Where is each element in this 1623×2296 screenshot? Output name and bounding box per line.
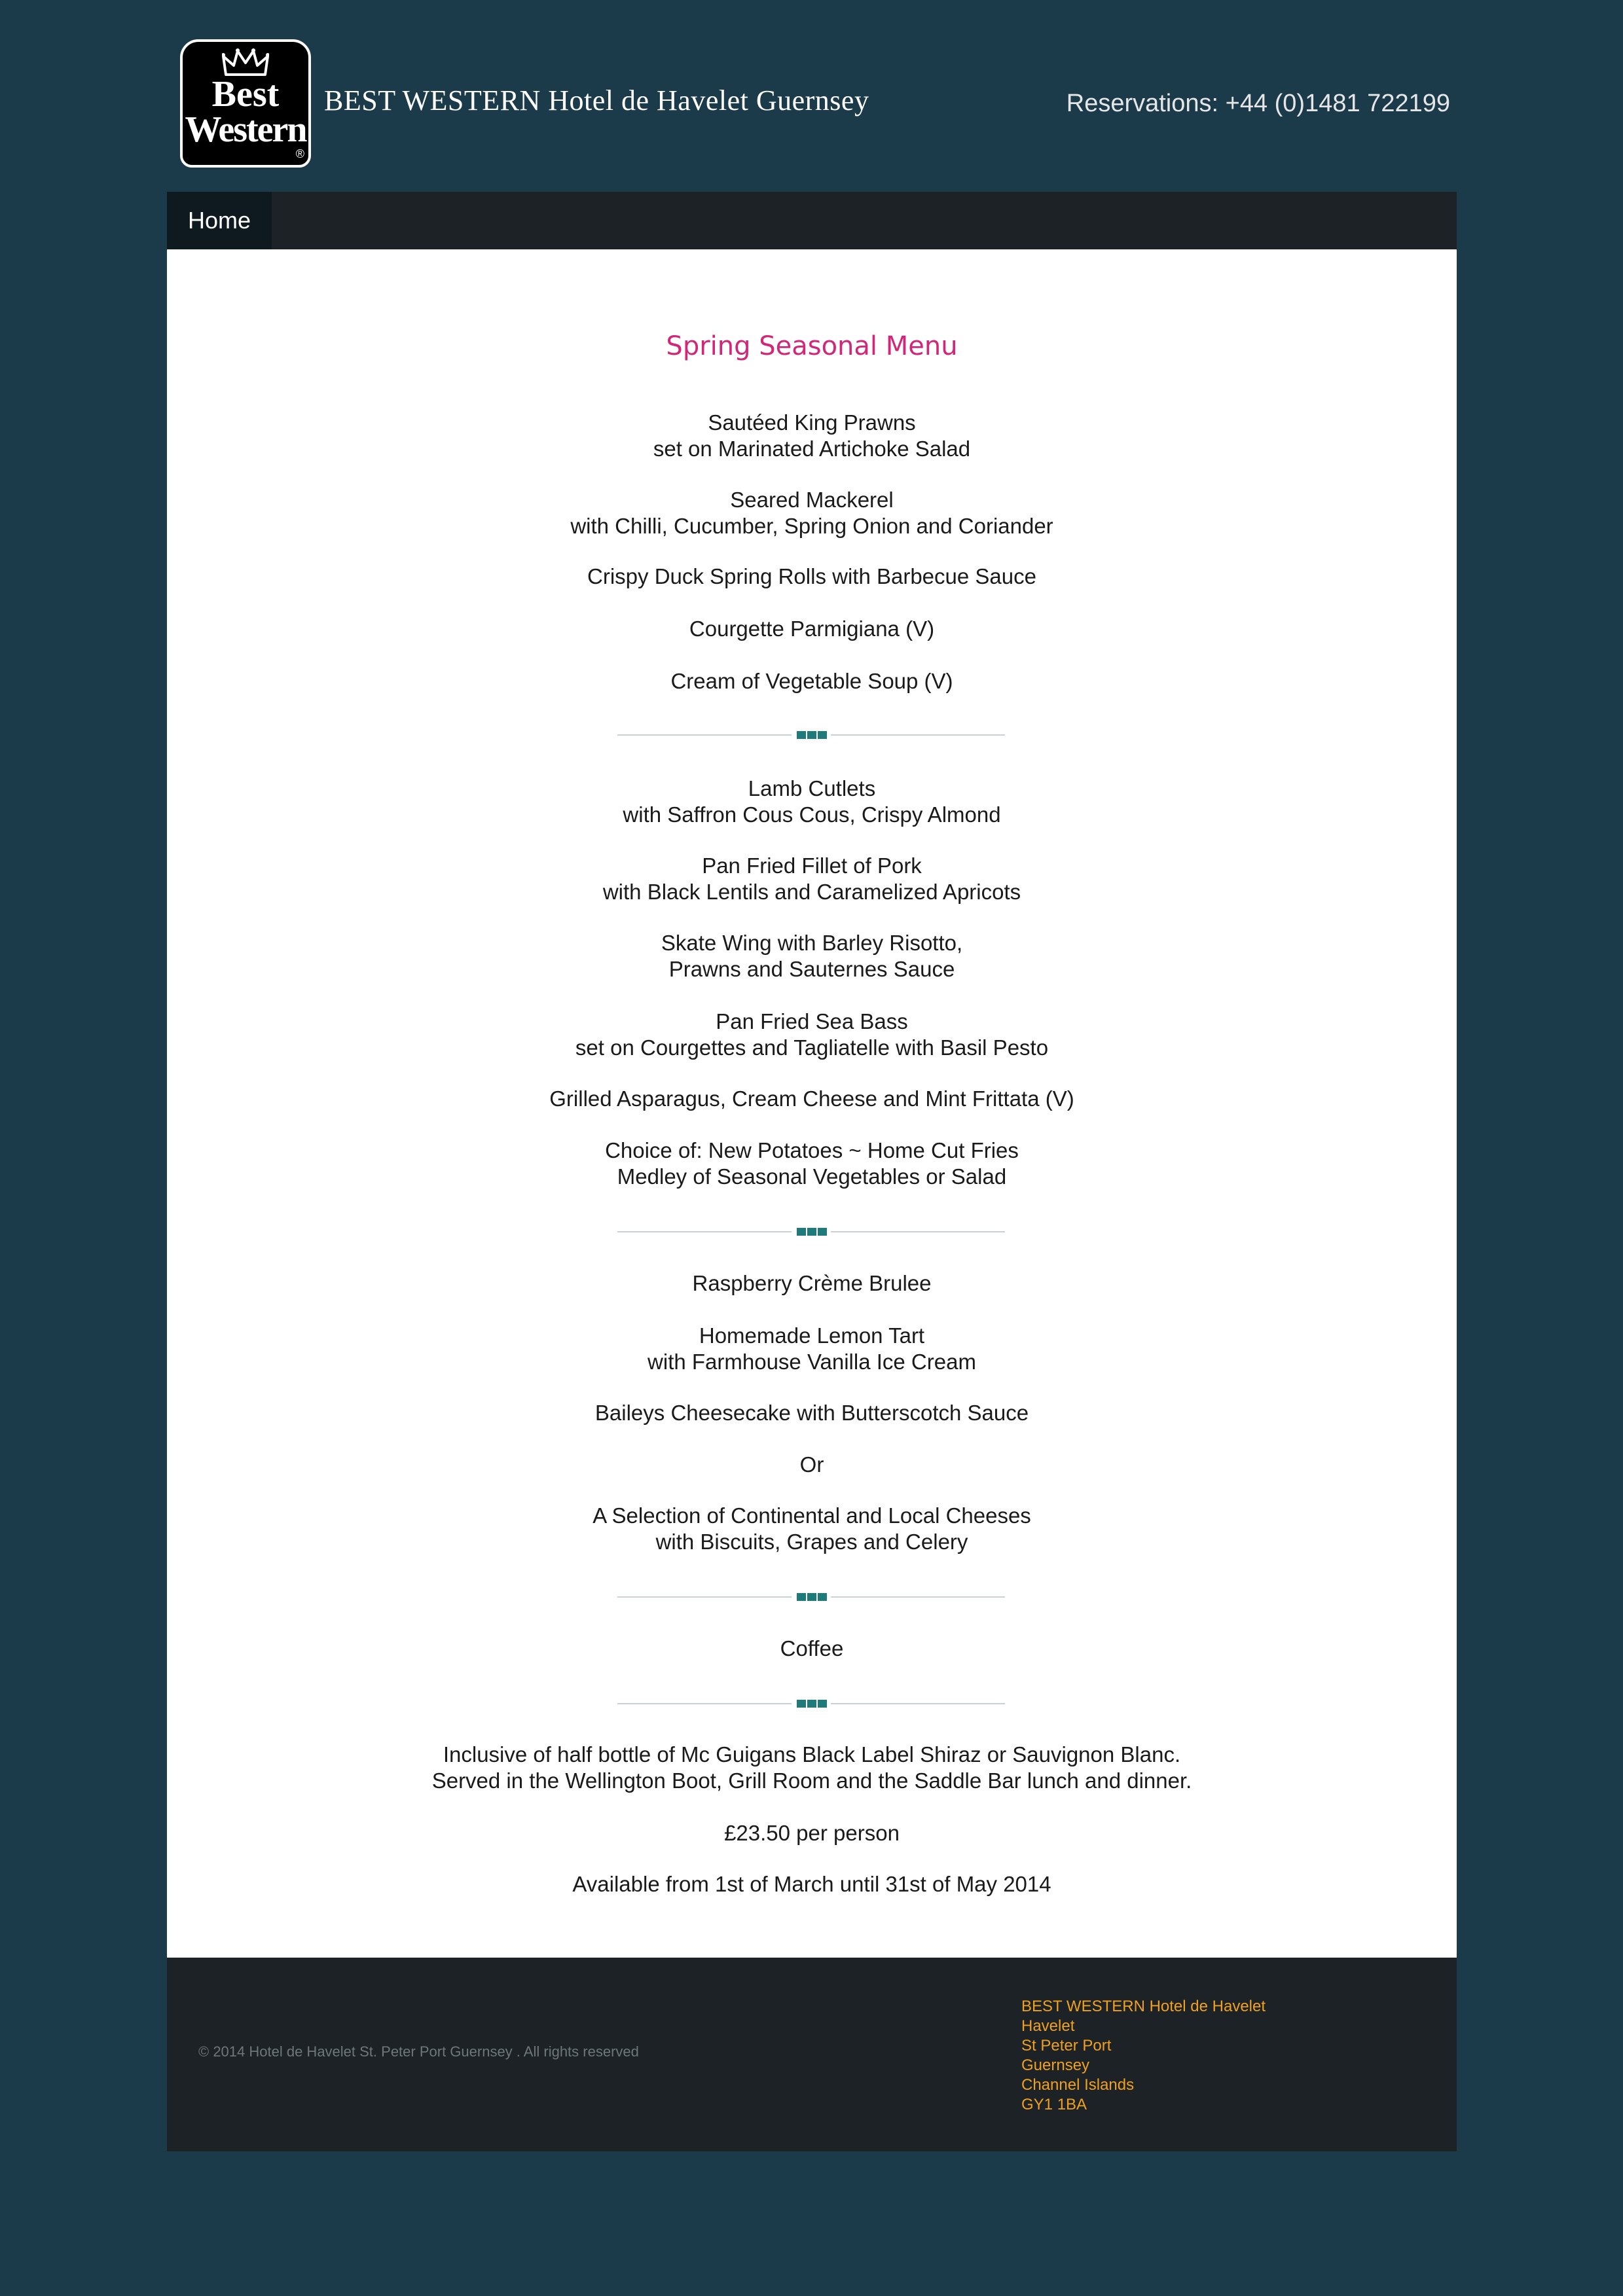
inclusive-line: Served in the Wellington Boot, Grill Room and the Saddle Bar lunch and dinner. — [431, 1768, 1192, 1793]
dish-name: Or — [799, 1452, 824, 1477]
dish-description: Prawns and Sauternes Sauce — [668, 957, 955, 981]
dish-description: with Farmhouse Vanilla Ice Cream — [647, 1350, 976, 1374]
section-divider — [617, 729, 1005, 741]
dish-name: Crispy Duck Spring Rolls with Barbecue Sauce — [587, 564, 1036, 588]
menu-title: Spring Seasonal Menu — [666, 331, 958, 361]
nav-home-link[interactable]: Home — [167, 192, 272, 249]
inclusive-note — [167, 1742, 1457, 1794]
dish-name: Courgette Parmigiana (V) — [689, 617, 935, 641]
dish-name: Choice of: New Potatoes ~ Home Cut Fries — [605, 1138, 1019, 1162]
dish-name: Cream of Vegetable Soup (V) — [670, 669, 953, 693]
menu-item — [167, 1086, 1457, 1112]
menu-item — [167, 1270, 1457, 1297]
address-line: Havelet — [1021, 2017, 1075, 2035]
menu-item — [167, 1503, 1457, 1555]
logo-text-western: Western — [185, 109, 306, 150]
address-line: GY1 1BA — [1021, 2096, 1087, 2113]
dish-name: Raspberry Crème Brulee — [692, 1271, 932, 1295]
address-line: BEST WESTERN Hotel de Havelet — [1021, 1998, 1266, 2015]
registered-mark: ® — [295, 147, 304, 160]
reservations-phone: Reservations: +44 (0)1481 722199 — [1066, 90, 1450, 117]
menu-item — [167, 776, 1457, 828]
menu-item — [167, 1009, 1457, 1061]
dish-name: Grilled Asparagus, Cream Cheese and Mint Frittata (V) — [549, 1086, 1074, 1111]
dish-description: set on Marinated Artichoke Salad — [653, 437, 971, 461]
menu-item — [167, 487, 1457, 539]
price: £23.50 per person — [724, 1821, 900, 1845]
dish-name: Lamb Cutlets — [748, 776, 876, 800]
dish-name: Pan Fried Sea Bass — [716, 1009, 908, 1033]
dish-description: set on Courgettes and Tagliatelle with Basil Pesto — [575, 1035, 1049, 1060]
dish-name: Seared Mackerel — [730, 488, 894, 512]
dish-description: with Chilli, Cucumber, Spring Onion and Coriander — [570, 514, 1053, 538]
section-divider — [617, 1698, 1005, 1710]
dish-name: Pan Fried Fillet of Pork — [702, 853, 922, 878]
availability: Available from 1st of March until 31st of May 2014 — [572, 1872, 1051, 1896]
menu-item — [167, 616, 1457, 642]
header — [167, 26, 1457, 170]
address-line: Channel Islands — [1021, 2076, 1135, 2094]
coffee-item: Coffee — [780, 1636, 844, 1660]
hotel-address — [1021, 1997, 1266, 2115]
menu-item — [167, 410, 1457, 462]
dish-name: A Selection of Continental and Local Cheeses — [593, 1503, 1031, 1528]
inclusive-line: Inclusive of half bottle of Mc Guigans Black Label Shiraz or Sauvignon Blanc. — [443, 1742, 1181, 1767]
dish-name: Baileys Cheesecake with Butterscotch Sauce — [594, 1401, 1029, 1425]
dish-description: with Biscuits, Grapes and Celery — [655, 1530, 968, 1554]
logo-text-best: Best — [211, 74, 280, 115]
menu-item — [167, 1400, 1457, 1426]
dish-name: Homemade Lemon Tart — [699, 1323, 925, 1348]
menu-item — [167, 1452, 1457, 1478]
best-western-logo[interactable] — [180, 39, 311, 168]
dish-description: Medley of Seasonal Vegetables or Salad — [617, 1164, 1007, 1189]
copyright-text: © 2014 Hotel de Havelet St. Peter Port Guernsey . All rights reserved — [198, 2043, 639, 2060]
address-line: St Peter Port — [1021, 2037, 1112, 2054]
menu-content — [167, 249, 1457, 1958]
dish-name: Sautéed King Prawns — [708, 410, 916, 435]
dish-description: with Black Lentils and Caramelized Apricots — [602, 880, 1021, 904]
dish-name: Skate Wing with Barley Risotto, — [661, 931, 963, 955]
footer — [167, 1958, 1457, 2151]
address-line: Guernsey — [1021, 2056, 1090, 2074]
menu-item — [167, 1138, 1457, 1190]
section-divider — [617, 1591, 1005, 1603]
hotel-name: BEST WESTERN Hotel de Havelet Guernsey — [324, 84, 869, 117]
menu-item — [167, 853, 1457, 905]
dish-description: with Saffron Cous Cous, Crispy Almond — [623, 802, 1001, 827]
menu-item — [167, 564, 1457, 590]
menu-item — [167, 1323, 1457, 1375]
crown-icon — [222, 48, 269, 77]
menu-item — [167, 668, 1457, 694]
main-navigation — [167, 192, 1457, 249]
menu-item — [167, 930, 1457, 982]
section-divider — [617, 1226, 1005, 1238]
